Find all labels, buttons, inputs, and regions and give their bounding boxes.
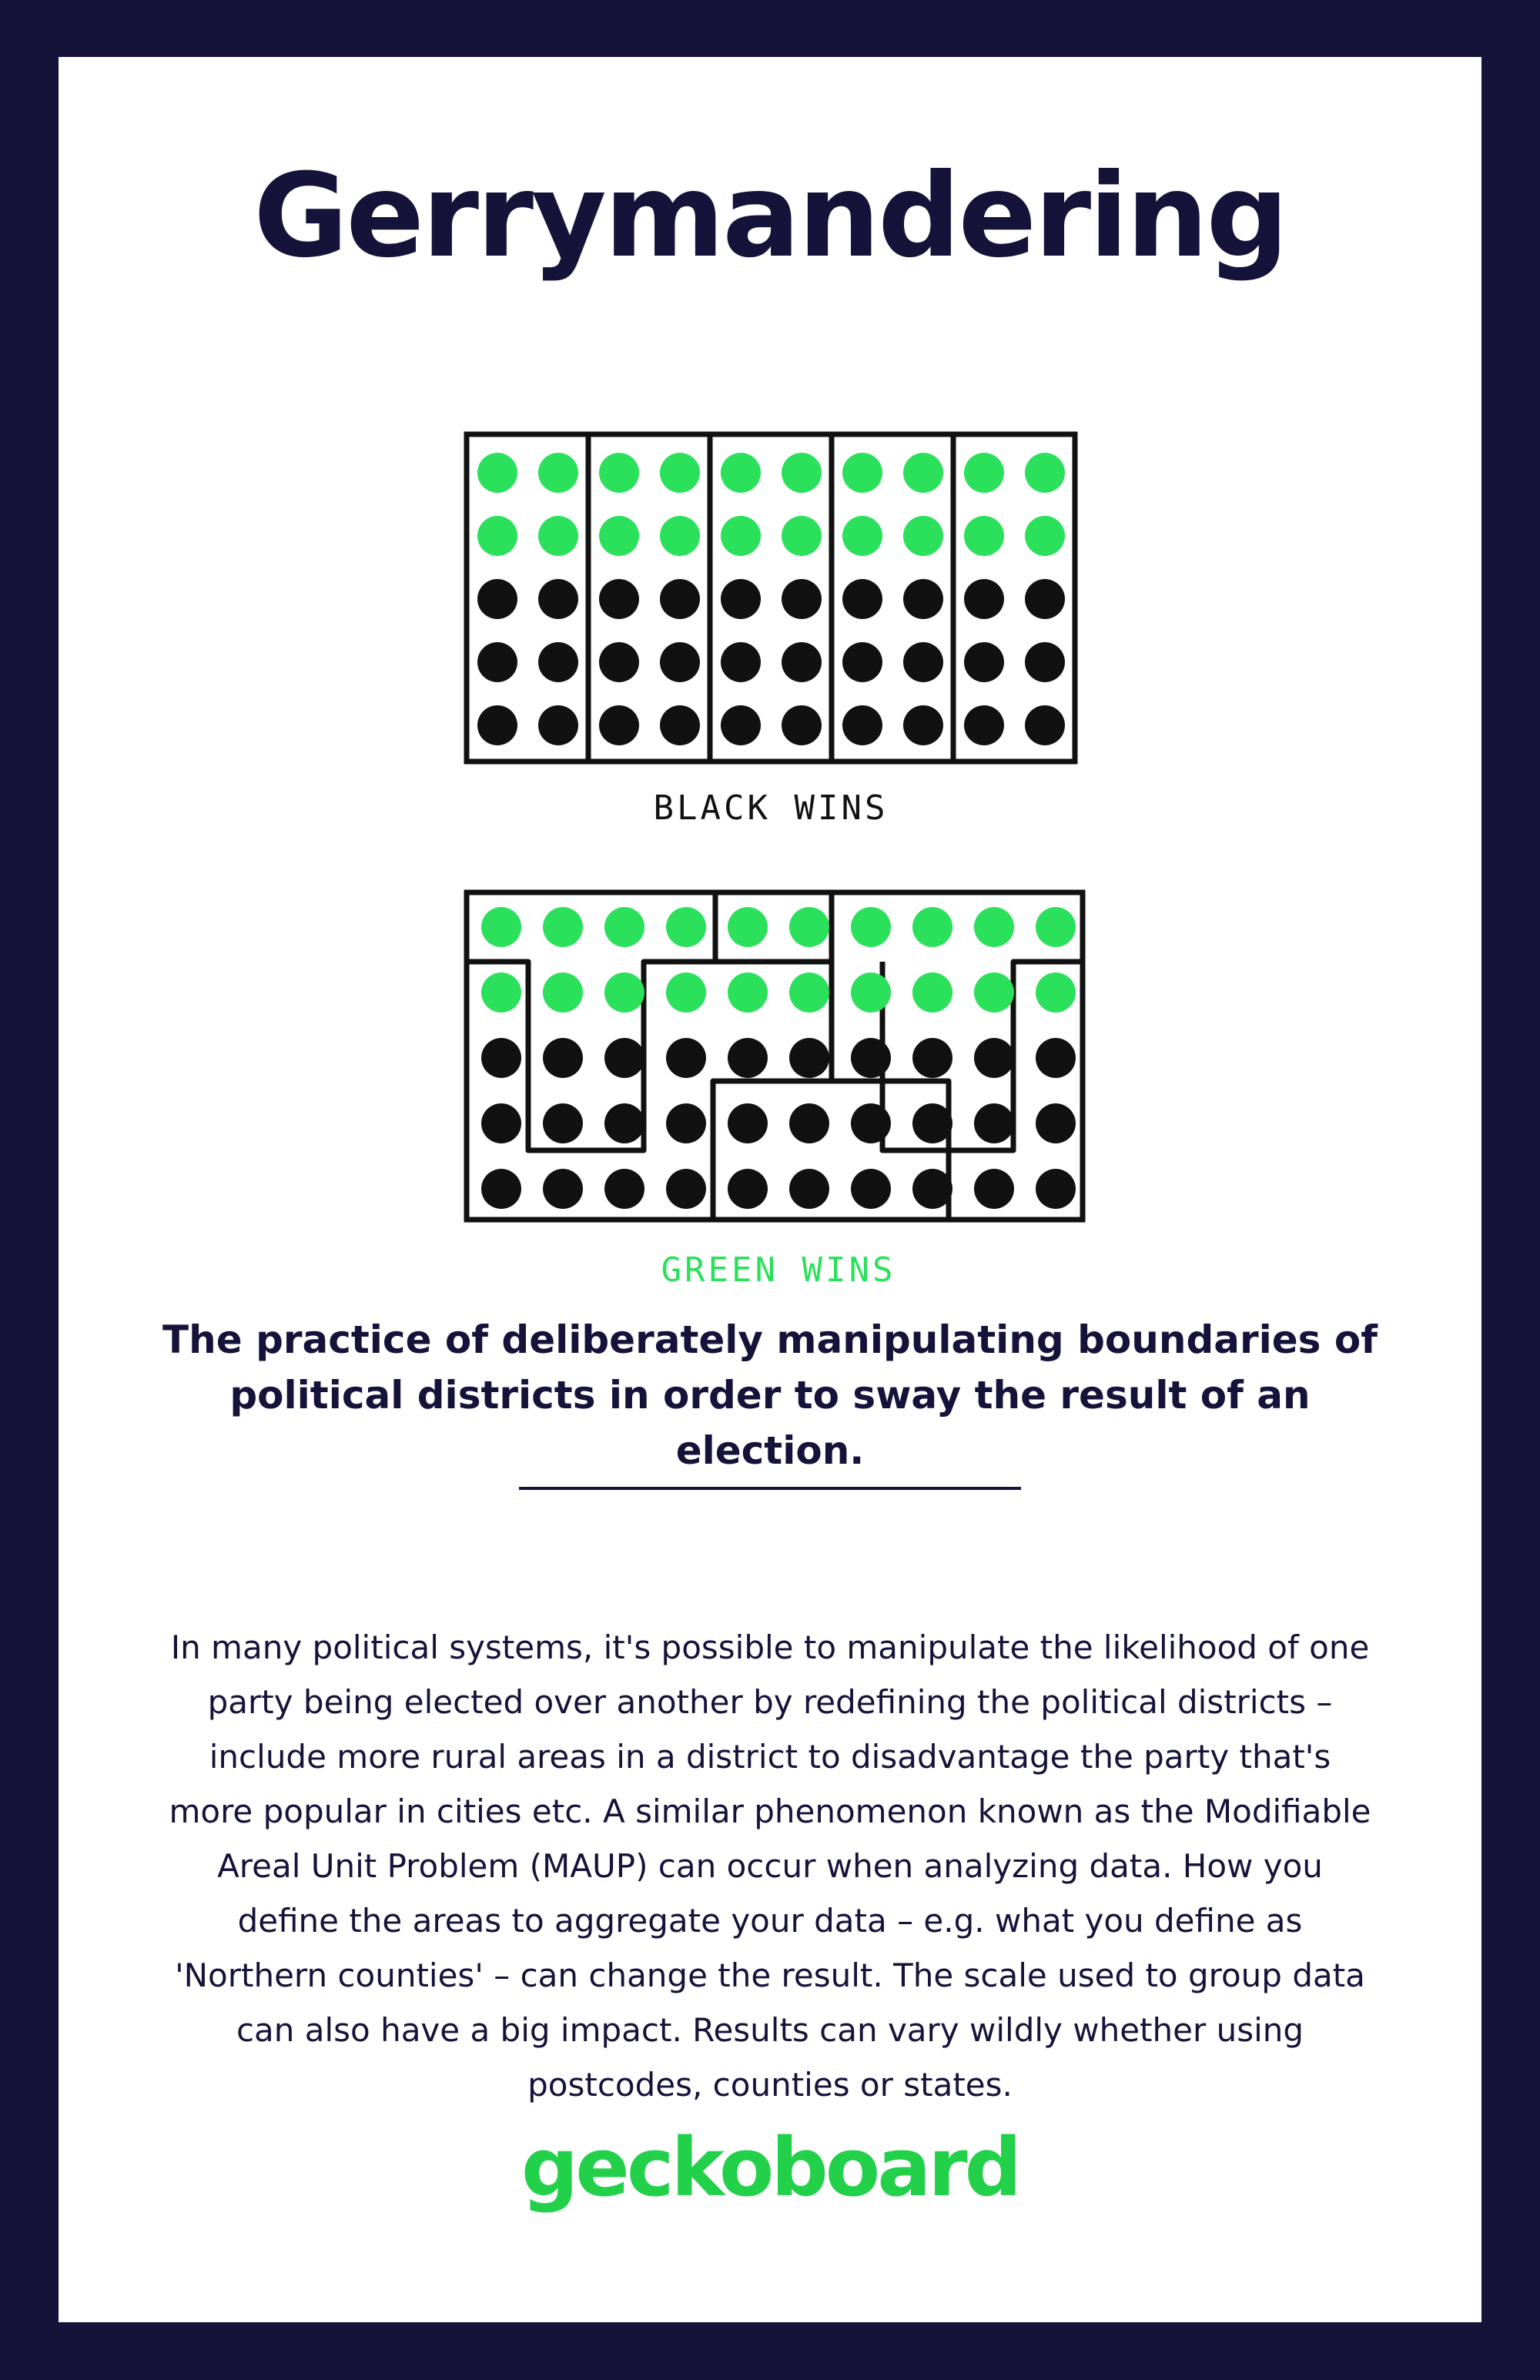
black-voter-dot	[964, 579, 1004, 619]
green-voter-dot	[912, 972, 952, 1013]
black-voter-dot	[604, 1038, 644, 1078]
black-voter-dot	[477, 579, 517, 619]
black-voter-dot	[538, 705, 578, 745]
green-voter-dot	[1025, 516, 1065, 556]
black-voter-dot	[974, 1103, 1014, 1143]
body-text: In many political systems, it's possible to manipulate the likelihood of one party being elected over another by redefining the political districts – include more rural areas in a district to disadvantage the party that's more popular in cities etc. A similar phenomenon known as the Modifiable Areal Unit Problem (MAUP) can occur when analyzing data. How you define the areas to aggregate your data – e.g. what you define as 'Northern counties' – can change the result. The scale used to group data can also have a big impact. Results can vary wildly whether using postcodes, counties or states.	[169, 1629, 1371, 2104]
green-voter-dot	[974, 907, 1014, 947]
green-voter-dot	[964, 516, 1004, 556]
green-voter-dot	[604, 972, 644, 1013]
black-voter-dot	[721, 705, 761, 745]
green-voter-dot	[660, 453, 700, 493]
green-voter-dot	[782, 453, 822, 493]
black-voter-dot	[599, 642, 639, 682]
green-voter-dot	[666, 907, 706, 947]
divider	[519, 1487, 1021, 1490]
black-voter-dot	[599, 579, 639, 619]
black-voter-dot	[912, 1169, 952, 1209]
black-voter-dot	[481, 1038, 521, 1078]
black-wins-label: BLACK WINS	[653, 788, 889, 828]
black-voter-dot	[477, 642, 517, 682]
black-voter-dot	[728, 1169, 768, 1209]
black-voter-dot	[789, 1038, 829, 1078]
green-voter-dot	[721, 453, 761, 493]
green-voter-dot	[599, 453, 639, 493]
green-voter-dot	[538, 516, 578, 556]
black-voter-dot	[1036, 1038, 1076, 1078]
black-voter-dot	[660, 642, 700, 682]
black-voter-dot	[481, 1103, 521, 1143]
black-voter-dot	[912, 1038, 952, 1078]
black-voter-dot	[1025, 642, 1065, 682]
black-voter-dot	[842, 579, 882, 619]
black-voter-dot	[789, 1103, 829, 1143]
green-voter-dot	[974, 972, 1014, 1013]
black-voter-dot	[782, 579, 822, 619]
green-voter-dot	[538, 453, 578, 493]
black-voter-dot	[728, 1103, 768, 1143]
black-voter-dot	[903, 579, 943, 619]
black-voter-dot	[842, 642, 882, 682]
green-voter-dot	[842, 516, 882, 556]
green-voter-dot	[782, 516, 822, 556]
black-voter-dot	[666, 1169, 706, 1209]
black-voter-dot	[543, 1103, 583, 1143]
black-voter-dot	[842, 705, 882, 745]
black-voter-dot	[964, 705, 1004, 745]
black-voter-dot	[1036, 1169, 1076, 1209]
green-voter-dot	[912, 907, 952, 947]
black-voter-dot	[538, 642, 578, 682]
green-voter-dot	[964, 453, 1004, 493]
green-voter-dot	[543, 972, 583, 1013]
card	[59, 57, 1481, 2322]
green-voter-dot	[728, 907, 768, 947]
black-voter-dot	[974, 1169, 1014, 1209]
black-voter-dot	[851, 1169, 891, 1209]
black-voter-dot	[721, 642, 761, 682]
black-voter-dot	[481, 1169, 521, 1209]
green-voter-dot	[1025, 453, 1065, 493]
green-voter-dot	[543, 907, 583, 947]
green-voter-dot	[721, 516, 761, 556]
black-voter-dot	[666, 1038, 706, 1078]
voter-dots	[481, 907, 1076, 1209]
black-voter-dot	[660, 705, 700, 745]
black-voter-dot	[599, 705, 639, 745]
black-voter-dot	[543, 1169, 583, 1209]
black-voter-dot	[903, 642, 943, 682]
black-voter-dot	[974, 1038, 1014, 1078]
black-voter-dot	[604, 1103, 644, 1143]
green-voter-dot	[481, 907, 521, 947]
black-voter-dot	[851, 1103, 891, 1143]
green-voter-dot	[851, 972, 891, 1013]
definition-text: The practice of deliberately manipulating boundaries of political districts in order to sway the result of an election.	[162, 1317, 1378, 1473]
green-voter-dot	[842, 453, 882, 493]
black-voter-dot	[964, 642, 1004, 682]
green-voter-dot	[1036, 907, 1076, 947]
green-voter-dot	[789, 907, 829, 947]
black-voter-dot	[903, 705, 943, 745]
green-voter-dot	[789, 972, 829, 1013]
black-voter-dot	[782, 705, 822, 745]
green-wins-label: GREEN WINS	[661, 1250, 896, 1290]
black-voter-dot	[782, 642, 822, 682]
black-voter-dot	[1036, 1103, 1076, 1143]
black-voter-dot	[789, 1169, 829, 1209]
green-voter-dot	[903, 453, 943, 493]
black-voter-dot	[477, 705, 517, 745]
black-voter-dot	[543, 1038, 583, 1078]
page-title: Gerrymandering	[253, 149, 1287, 283]
black-voter-dot	[666, 1103, 706, 1143]
black-voter-dot	[728, 1038, 768, 1078]
black-voter-dot	[1025, 705, 1065, 745]
black-voter-dot	[851, 1038, 891, 1078]
black-voter-dot	[538, 579, 578, 619]
green-voter-dot	[903, 516, 943, 556]
district-boundaries	[588, 434, 953, 762]
black-voter-dot	[660, 579, 700, 619]
green-voter-dot	[1036, 972, 1076, 1013]
green-voter-dot	[604, 907, 644, 947]
green-voter-dot	[599, 516, 639, 556]
voter-dots	[477, 453, 1065, 745]
green-voter-dot	[660, 516, 700, 556]
green-voter-dot	[728, 972, 768, 1013]
green-voter-dot	[477, 516, 517, 556]
black-voter-dot	[1025, 579, 1065, 619]
green-wins-diagram	[59, 819, 1481, 1290]
black-wins-diagram	[59, 365, 1481, 828]
green-voter-dot	[666, 972, 706, 1013]
black-voter-dot	[912, 1103, 952, 1143]
green-voter-dot	[481, 972, 521, 1013]
green-voter-dot	[477, 453, 517, 493]
black-voter-dot	[721, 579, 761, 619]
black-voter-dot	[604, 1169, 644, 1209]
green-voter-dot	[851, 907, 891, 947]
geckoboard-logo: geckoboard	[521, 2121, 1019, 2214]
